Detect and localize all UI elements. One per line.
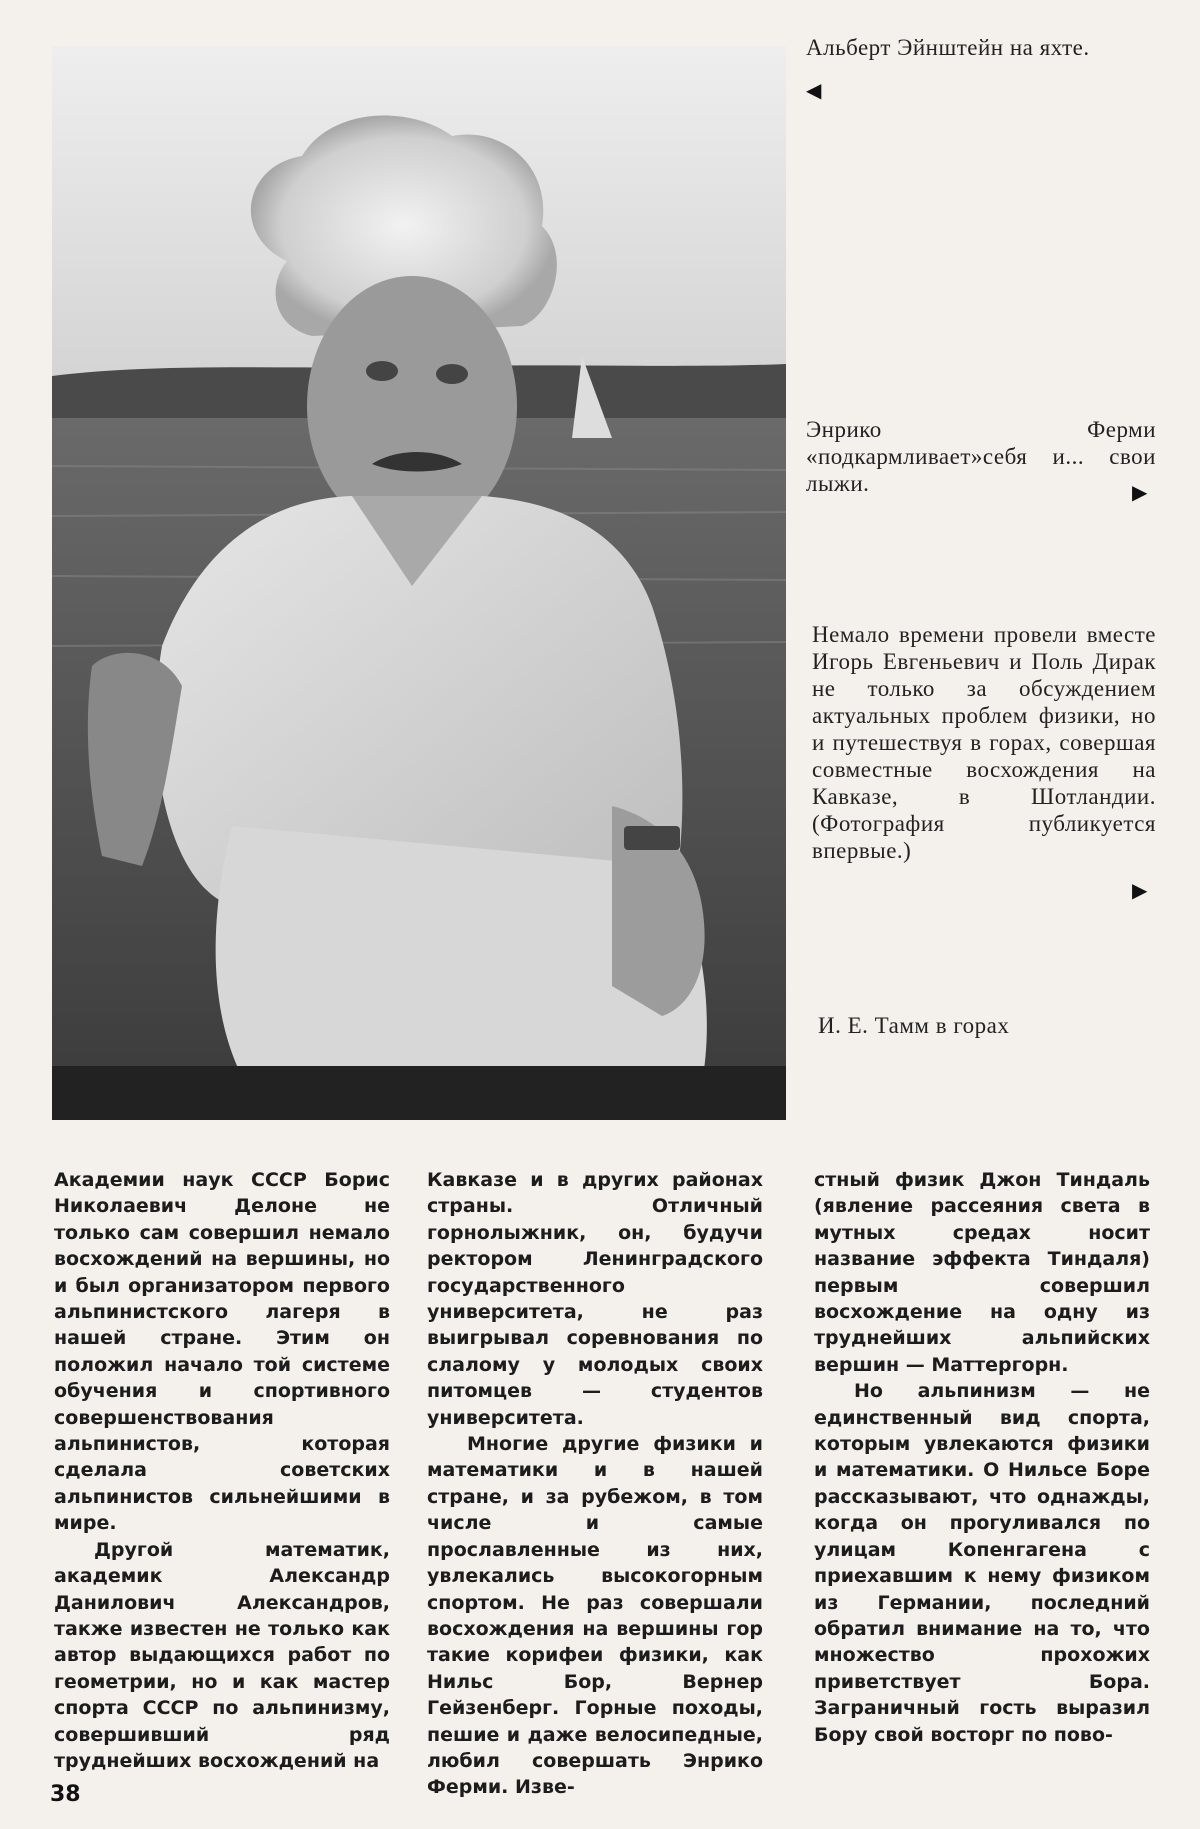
article-column-3 [814,1167,1150,1757]
article-column-2 [427,1167,763,1799]
article-column-1 [54,1167,390,1772]
article-col1-paragraph-2: Другой математик, академик Александр Данилович Александров, также известен не только как автор выдающихся работ по геометрии, но и как мастер спорта СССР по альпинизму, совершивший ряд труднейших восхождений на [54,1538,390,1772]
caption-einstein-marker-icon: ◀ [806,78,822,102]
einstein-photo-illustration [52,46,786,1120]
page-number: 38 [50,1782,81,1807]
article-col3-paragraph-2: Но альпинизм — не единственный вид спорта, которым увлекаются физики и математики. О Нильсе Боре рассказывают, что однажды, когда он прогуливался по улицам Копенгагена с приехавшим к нему физиком из Германии, последний обратил внимание на то, что множество прохожих приветствует Бора. Заграничный гость выразил Бору свой восторг по пово- [814,1380,1150,1746]
article-col2-paragraph-1: Кавказе и в других районах страны. Отличный горнолыжник, он, будучи ректором Ленинградского государственного университета, не раз выигрывал соревнования по слалому у молодых своих питомцев — студентов университета. [427,1169,763,1429]
article-col3-paragraph-1: стный физик Джон Тиндаль (явление рассеяния света в мутных средах носит название эффекта Тиндаля) первым совершил восхождение на одну из труднейших альпийских вершин — Маттергорн. [814,1169,1150,1376]
caption-tamm: И. Е. Тамм в горах [818,1013,1010,1038]
einstein-photo [52,46,786,1120]
caption-einstein: Альберт Эйнштейн на яхте. [806,35,1090,60]
article-col2-paragraph-2: Многие другие физики и математики и в нашей стране, и за рубежом, в том числе и самые прославленные из них, увлекались высокогорным спортом. Не раз совершали восхождения на вершины гор такие корифеи физики, как Нильс Бор, Вернер Гейзенберг. Горные походы, пешие и даже велосипедные, любил совершать Энрико Ферми. Изве- [427,1433,763,1799]
article-col1-paragraph-1: Академии наук СССР Борис Николаевич Делоне не только сам совершил немало восхождений на вершины, но и был организатором первого альпинистского лагеря в нашей стране. Этим он положил начало той системе обучения и спортивного совершенствования альпинистов, которая сделала советских альпинистов сильнейшими в мире. [54,1169,390,1535]
caption-tamm-dirac: Немало времени провели вместе Игорь Евгеньевич и Поль Дирак не только за обсуждением актуальных проблем физики, но и путешествуя в горах, совершая совместные восхождения на Кавказе, в Шотландии. (Фотография публикуется впервые.) [812,622,1156,863]
caption-fermi-marker-icon: ▶ [1132,480,1148,504]
caption-fermi: Энрико Ферми «подкармливает»себя и... свои лыжи. [806,417,1156,496]
caption-tamm-dirac-marker-icon: ▶ [1132,878,1148,902]
